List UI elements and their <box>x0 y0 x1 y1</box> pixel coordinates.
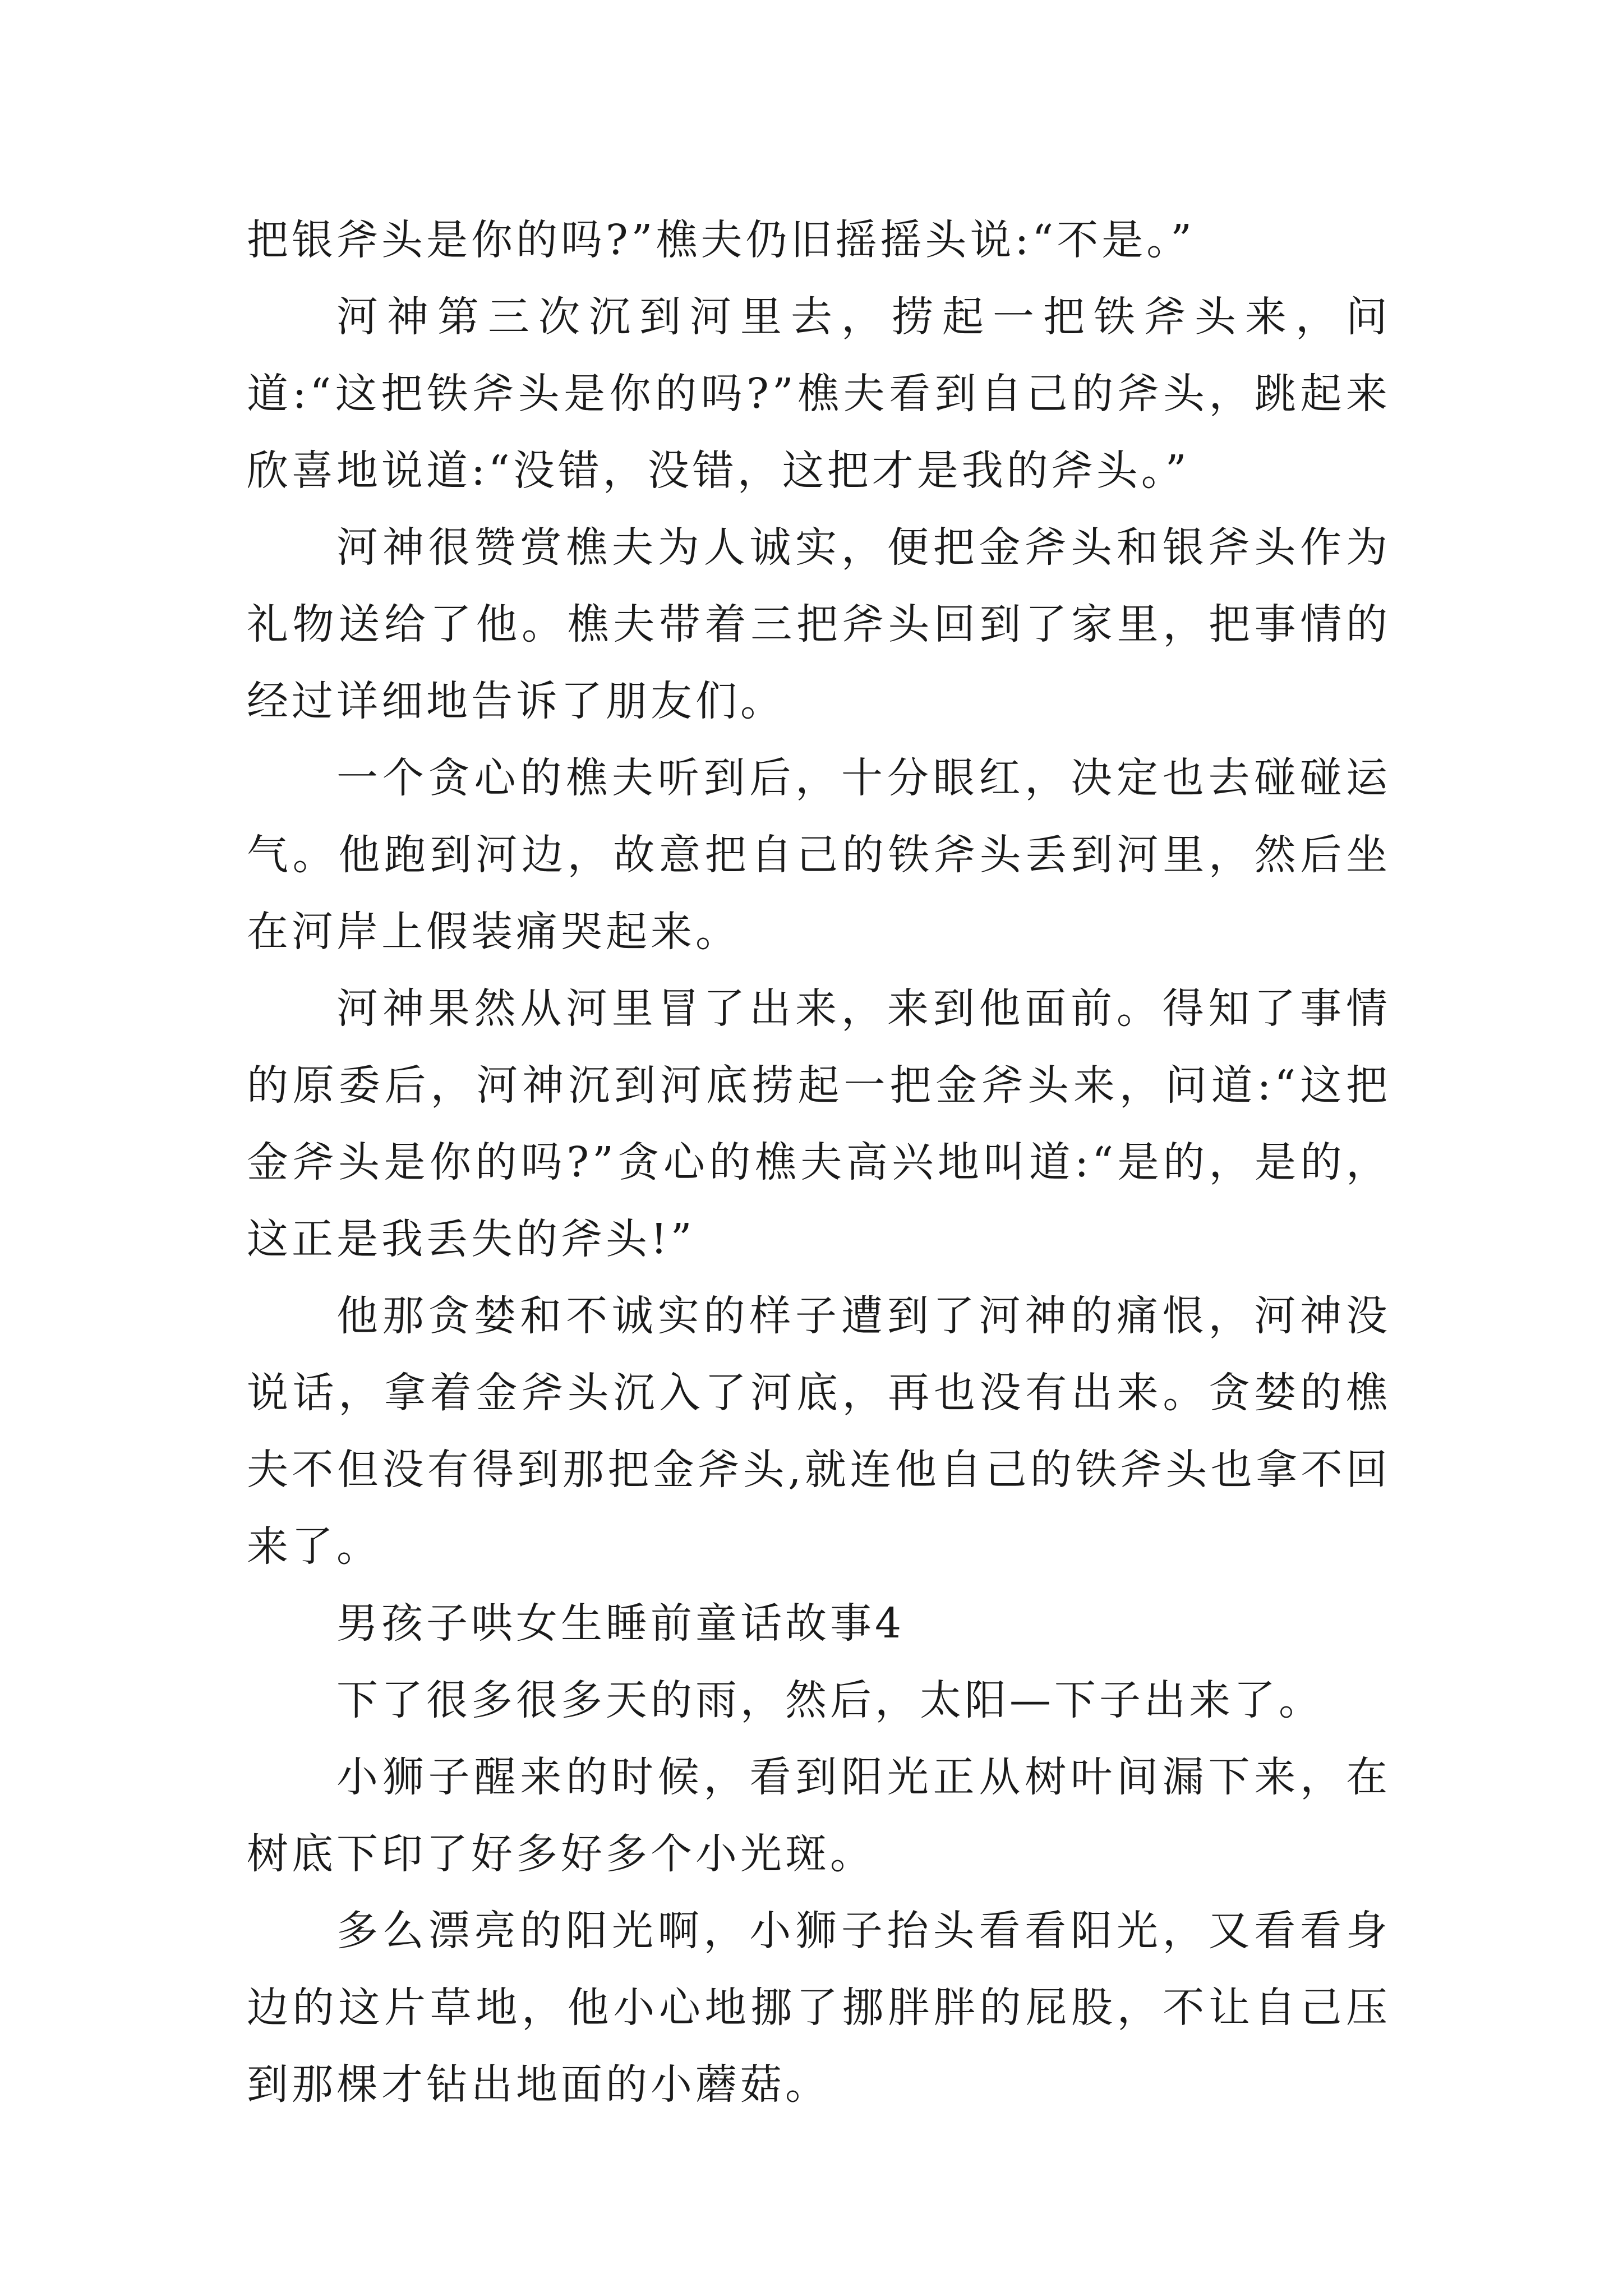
paragraph: 一个贪心的樵夫听到后，十分眼红，决定也去碰碰运气。他跑到河边，故意把自己的铁斧头丢到河里，然后坐在河岸上假装痛哭起来。 <box>247 754 1391 956</box>
paragraph: 河神很赞赏樵夫为人诚实，便把金斧头和银斧头作为礼物送给了他。樵夫带着三把斧头回到了家里，把事情的经过详细地告诉了朋友们。 <box>247 523 1391 725</box>
paragraph: 小狮子醒来的时候，看到阳光正从树叶间漏下来，在树底下印了好多好多个小光斑。 <box>247 1753 1391 1878</box>
paragraph-continuation: 把银斧头是你的吗?”樵夫仍旧摇摇头说:“不是。” <box>247 216 1196 264</box>
story-heading: 男孩子哄女生睡前童话故事4 <box>336 1599 905 1648</box>
paragraph: 他那贪婪和不诚实的样子遭到了河神的痛恨，河神没说话，拿着金斧头沉入了河底，再也没有出来。贪婪的樵夫不但没有得到那把金斧头,就连他自己的铁斧头也拿不回来了。 <box>247 1292 1391 1571</box>
paragraph: 多么漂亮的阳光啊，小狮子抬头看看阳光，又看看身边的这片草地，他小心地挪了挪胖胖的屁股，不让自己压到那棵才钻出地面的小蘑菇。 <box>247 1907 1391 2109</box>
document-body <box>247 202 1391 2123</box>
paragraph: 河神第三次沉到河里去，捞起一把铁斧头来，问道:“这把铁斧头是你的吗?”樵夫看到自己的斧头，跳起来欣喜地说道:“没错，没错，这把才是我的斧头。” <box>247 293 1391 495</box>
paragraph: 河神果然从河里冒了出来，来到他面前。得知了事情的原委后，河神沉到河底捞起一把金斧头来，问道:“这把金斧头是你的吗?”贪心的樵夫高兴地叫道:“是的，是的，这正是我丢失的斧头!” <box>247 984 1391 1263</box>
paragraph: 下了很多很多天的雨，然后，太阳—下子出来了。 <box>336 1676 1324 1724</box>
